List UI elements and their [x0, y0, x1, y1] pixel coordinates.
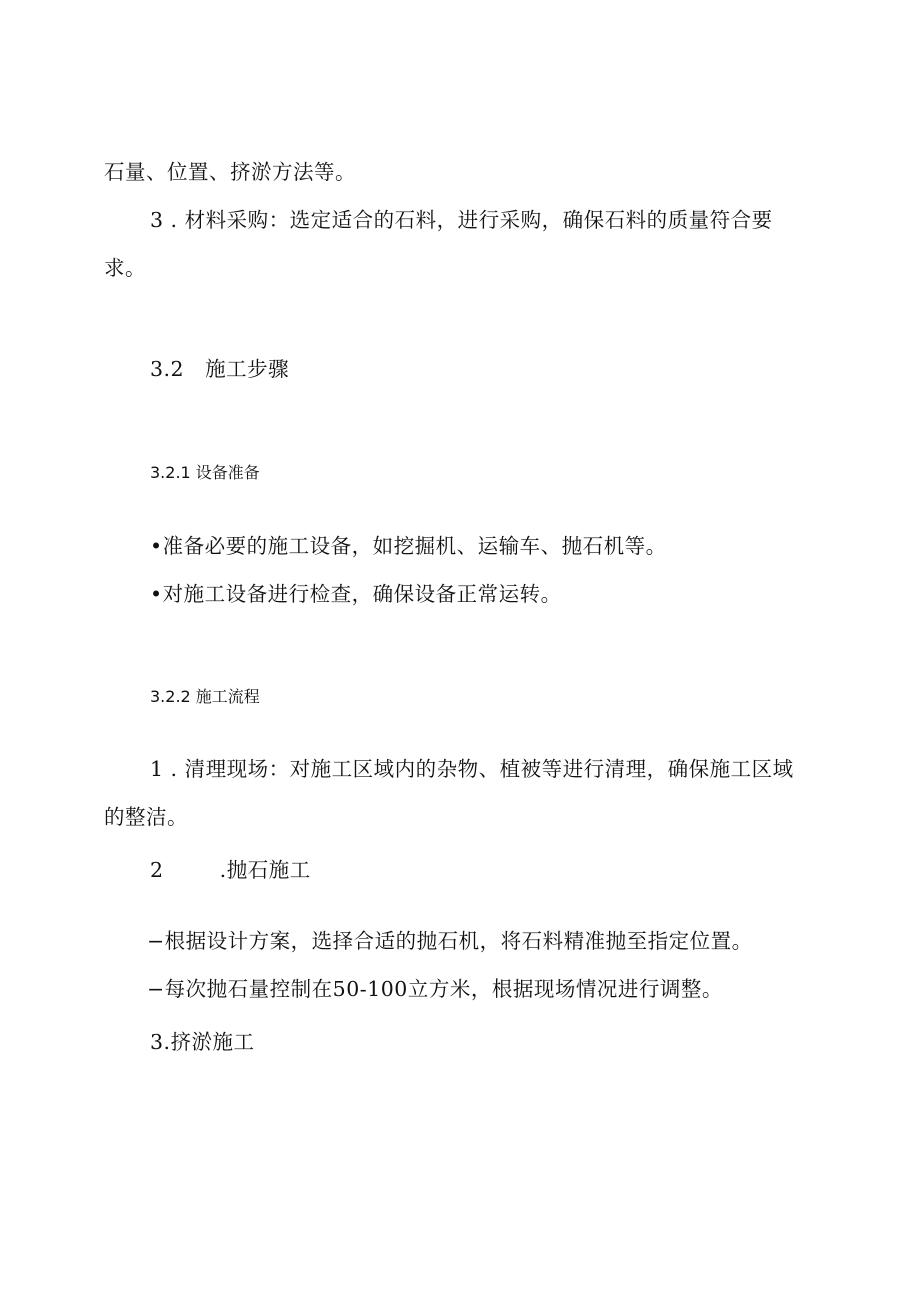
subsection-heading-equipment-preparation: 3.2.1 设备准备	[150, 463, 260, 482]
paragraph-continuation: 石量、位置、挤淤方法等。	[104, 160, 356, 184]
section-heading-construction-steps: 3.2 施工步骤	[150, 357, 290, 381]
list-item-material-purchase: 3 . 材料采购：选定适合的石料，进行采购，确保石料的质量符合要	[150, 208, 773, 232]
list-item-site-clearing-continuation: 的整洁。	[104, 805, 188, 829]
dash-item-riprap-volume-control: −每次抛石量控制在50-100立方米，根据现场情况进行调整。	[147, 977, 723, 1001]
dash-item-select-riprap-machine: −根据设计方案，选择合适的抛石机，将石料精准抛至指定位置。	[147, 929, 753, 953]
bullet-item-inspect-equipment: •对施工设备进行检查，确保设备正常运转。	[150, 582, 562, 606]
list-item-site-clearing: 1 . 清理现场：对施工区域内的杂物、植被等进行清理，确保施工区域	[150, 757, 794, 781]
list-item-riprap-construction: 2 .抛石施工	[150, 858, 311, 882]
bullet-item-prepare-equipment: •准备必要的施工设备，如挖掘机、运输车、抛石机等。	[150, 534, 667, 558]
list-item-squeeze-silt-construction: 3.挤淤施工	[150, 1030, 255, 1054]
subsection-heading-construction-process: 3.2.2 施工流程	[150, 687, 260, 706]
list-item-material-purchase-continuation: 求。	[104, 256, 146, 280]
